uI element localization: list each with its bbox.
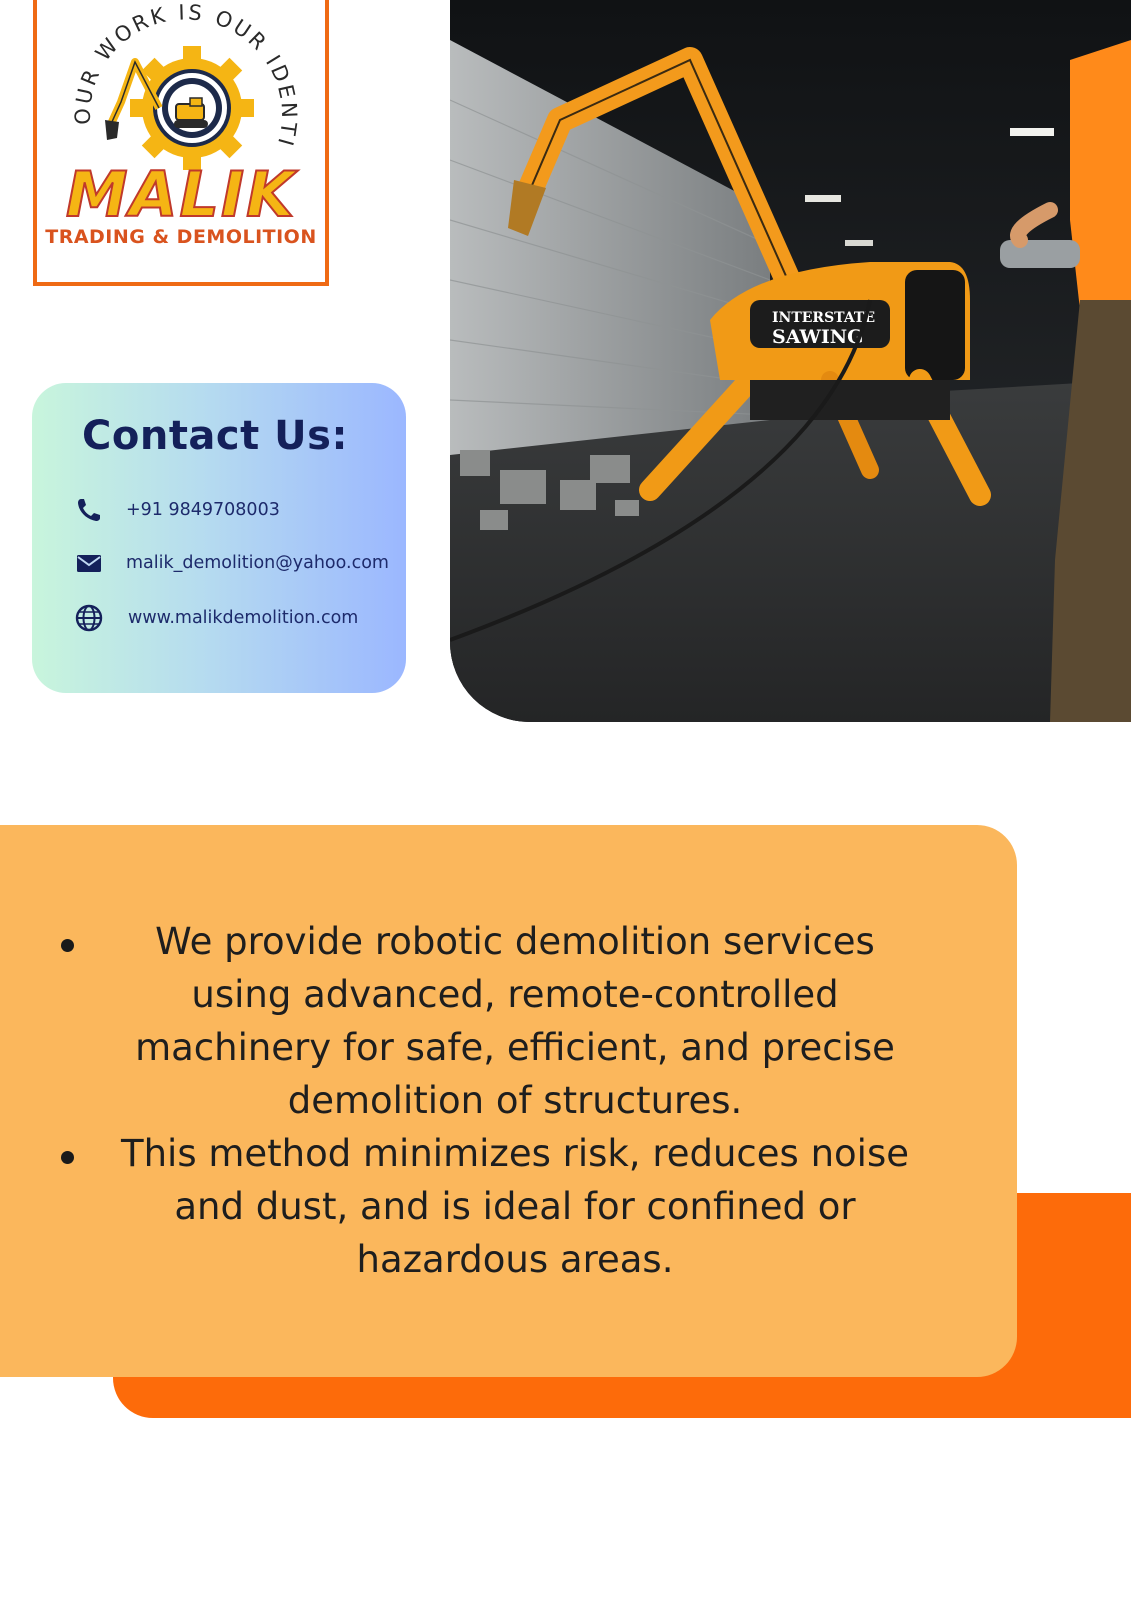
logo-name: MALIK [65,158,297,231]
bullet-icon [61,1151,74,1164]
website-link[interactable]: www.malikdemolition.com [128,608,359,628]
contact-title: Contact Us: [82,413,348,459]
globe-icon [74,603,104,633]
phone-number[interactable]: +91 9849708003 [126,500,280,520]
services-bullet-text: We provide robotic demolition services using advanced, remote-controlled machinery for safe, efficient, and precise demolition of structures. [135,920,895,1122]
website-row[interactable] [74,603,404,633]
bullet-icon [61,939,74,952]
services-bullet [55,1127,915,1286]
services-list [55,915,915,1286]
contact-card [32,383,406,693]
mail-icon [74,548,104,578]
services-panel [0,825,1017,1377]
demolition-robot-illustration [450,0,1131,722]
services-bullet-text: This method minimizes risk, reduces noise and dust, and is ideal for confined or hazardous areas. [121,1132,909,1281]
phone-icon [74,495,104,525]
hero-photo-demolition-robot [450,0,1131,722]
services-bullet [55,915,915,1127]
machine-label-line1: INTERSTATE [772,310,876,326]
company-logo [33,0,329,286]
phone-row[interactable] [74,495,404,525]
logo-tagline: OUR WORK IS OUR IDENTI [70,0,302,151]
logo-subtitle: TRADING & DEMOLITION [45,226,317,248]
email-row[interactable] [74,548,404,578]
machine-label-line2: SAWING [772,326,864,348]
email-address[interactable]: malik_demolition@yahoo.com [126,553,389,573]
